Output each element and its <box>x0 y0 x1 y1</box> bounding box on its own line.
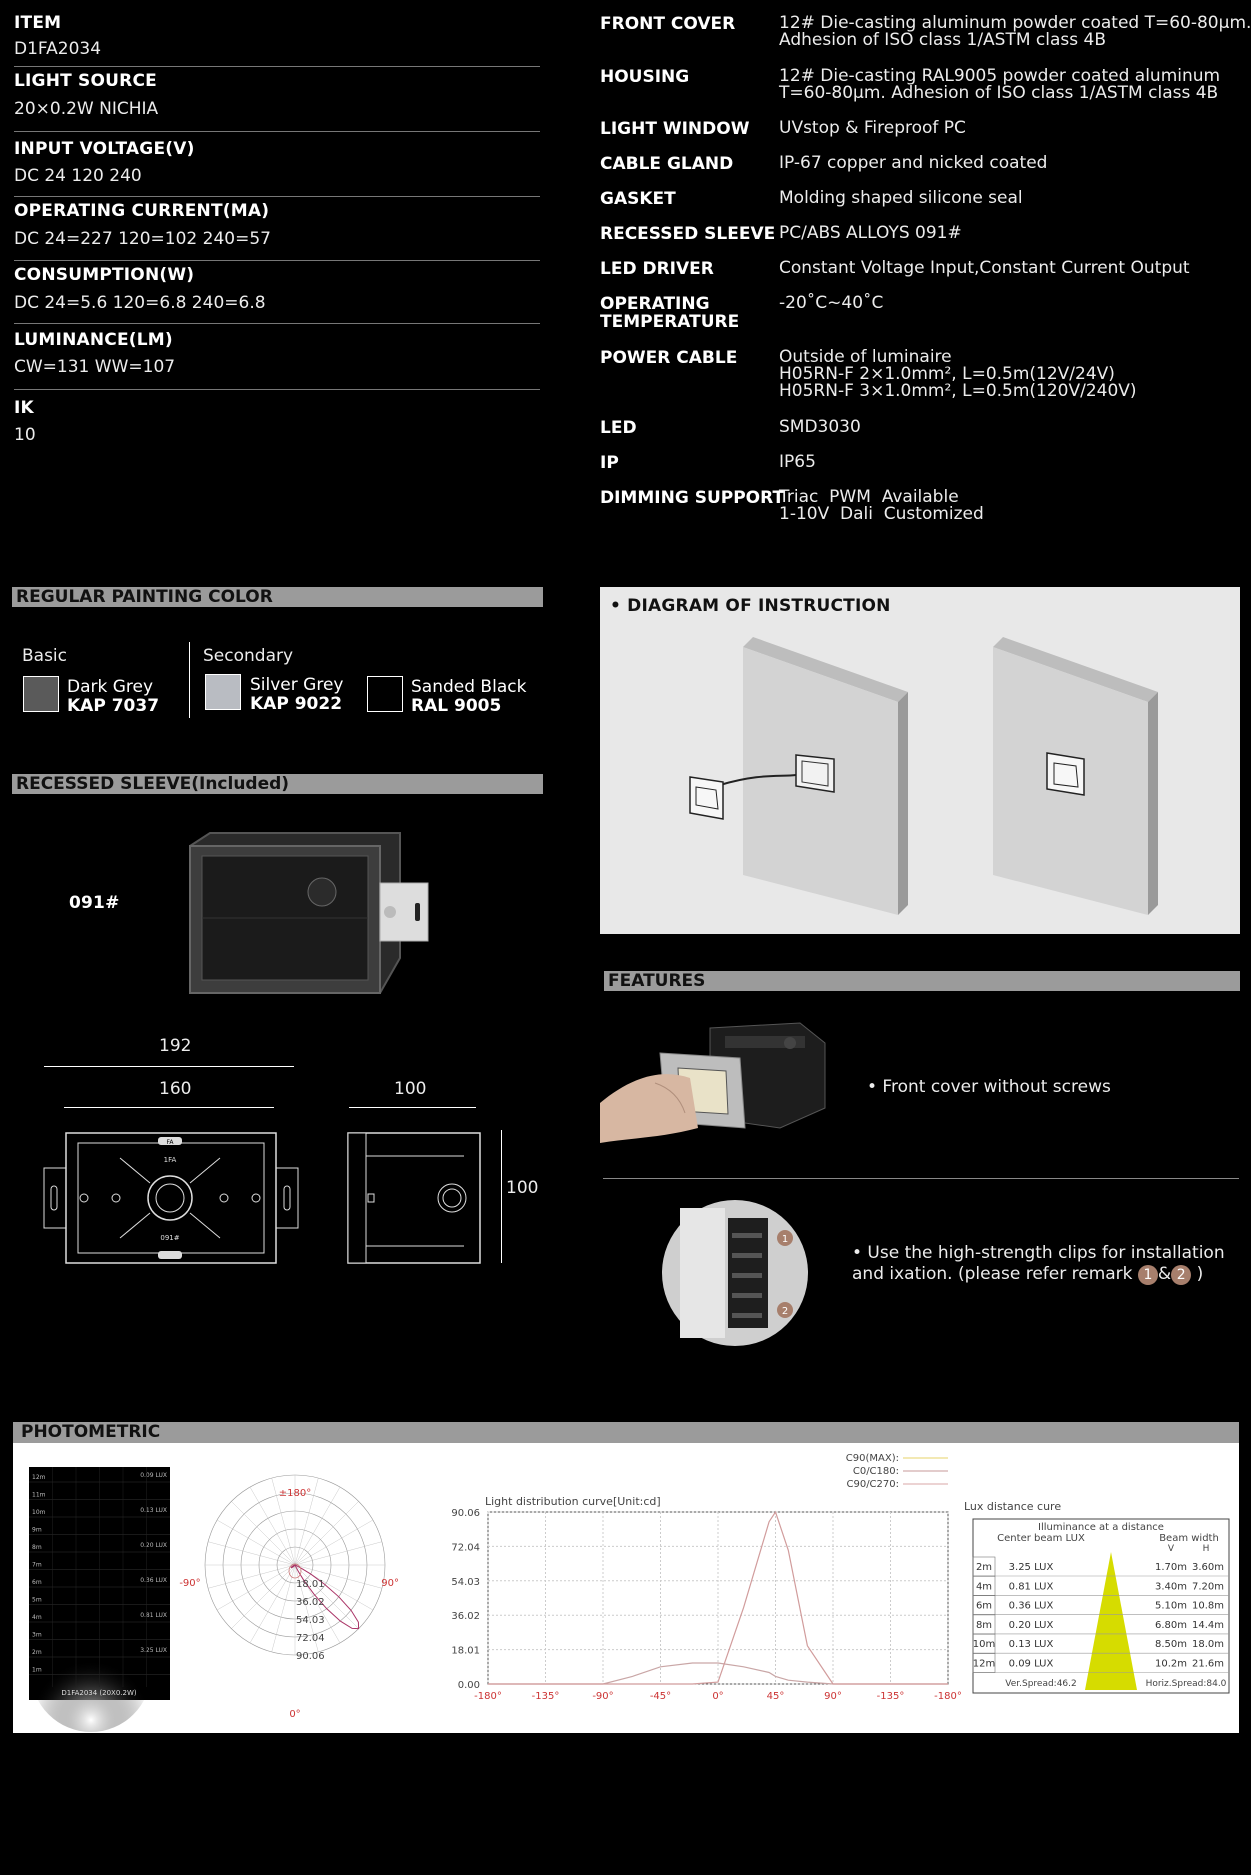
dim-line <box>501 1130 502 1263</box>
lux-cell-d: 2m <box>975 1562 993 1573</box>
lux-cell-d: 4m <box>975 1581 993 1593</box>
photometric-section-title: PHOTOMETRIC <box>13 1422 1239 1443</box>
spec-separator <box>14 389 540 390</box>
lux-cell-lux: 0.20 LUX <box>1008 1619 1054 1631</box>
remark-badge-1: 1 <box>1138 1265 1158 1285</box>
clip-badge-2-text: 2 <box>781 1306 789 1317</box>
lux-distance-label: 8m <box>32 1544 42 1551</box>
sleeve-model: 091# <box>69 893 120 913</box>
lux-cell-h: 10.8m <box>1191 1600 1225 1612</box>
swatch-code: RAL 9005 <box>411 696 502 716</box>
polar-top-label: ±180° <box>278 1488 312 1499</box>
features-divider <box>603 1178 1239 1179</box>
spec-label: INPUT VOLTAGE(V) <box>14 139 195 159</box>
lux-cell-d: 10m <box>972 1639 996 1651</box>
spec-value: 20×0.2W NICHIA <box>14 99 159 119</box>
x-tick-label: -135° <box>531 1691 560 1702</box>
polar-ring-label: 36.02 <box>296 1597 325 1608</box>
lux-distance-label: 11m <box>32 1491 46 1499</box>
lux-cell-d: 8m <box>975 1619 993 1631</box>
instruction-title: • DIAGRAM OF INSTRUCTION <box>610 596 891 616</box>
sleeve-front-drawing <box>40 1128 300 1268</box>
spec-value: -20˚C~40˚C <box>779 293 884 313</box>
x-tick-label: -45° <box>649 1691 672 1702</box>
lux-distance-label: 2m <box>32 1649 42 1656</box>
lux-cell-h: 7.20m <box>1191 1581 1225 1593</box>
lux-header-h: H <box>1202 1544 1210 1554</box>
lux-cell-v: 5.10m <box>1154 1600 1188 1612</box>
y-tick-label: 18.01 <box>451 1645 480 1657</box>
spec-separator <box>14 260 540 261</box>
spec-value: IP-67 copper and nicked coated <box>779 153 1048 173</box>
remark-badge-2: 2 <box>1171 1265 1191 1285</box>
polar-ring-label: 90.06 <box>296 1651 325 1662</box>
lux-cell-h: 21.6m <box>1191 1658 1225 1670</box>
spec-label: OPERATING CURRENT(MA) <box>14 201 270 221</box>
swatch-name: Sanded Black <box>411 677 527 697</box>
front-mark-top: FA <box>166 1139 174 1146</box>
lux-cell-h: 3.60m <box>1191 1562 1225 1573</box>
polar-diagram <box>168 1453 399 1723</box>
feature-item-2-end: ) <box>1191 1264 1204 1284</box>
spec-value: D1FA2034 <box>14 39 102 59</box>
spec-separator <box>14 196 540 197</box>
x-tick-label: 90° <box>824 1691 842 1702</box>
spec-value: UVstop & Fireproof PC <box>779 118 966 138</box>
spec-label: DIMMING SUPPORT <box>600 488 785 508</box>
instruction-panel <box>600 587 1240 934</box>
spec-value: Outside of luminaire H05RN-F 2×1.0mm², L=0.5m(12V/24V) H05RN-F 3×1.0mm², L=0.5m(120V/240V) <box>779 347 1137 401</box>
lux-distance-label: 3m <box>32 1631 42 1639</box>
lux-distance-image <box>29 1467 170 1700</box>
polar-bottom-label: 0° <box>289 1709 301 1720</box>
spec-label: LED DRIVER <box>600 259 714 279</box>
polar-ring-label: 54.03 <box>296 1615 325 1626</box>
dim-line <box>44 1066 294 1067</box>
lux-distance-label: 5m <box>32 1596 42 1604</box>
lux-cell-h: 18.0m <box>1191 1639 1225 1651</box>
lux-cell-d: 6m <box>975 1600 993 1612</box>
spec-label: LUMINANCE(LM) <box>14 330 173 350</box>
lux-cell-h: 14.4m <box>1191 1619 1225 1631</box>
x-tick-label: -180° <box>934 1691 962 1702</box>
spec-value: DC 24=5.6 120=6.8 240=6.8 <box>14 293 266 313</box>
x-tick-label: -180° <box>474 1691 502 1702</box>
lux-distance-label: 12m <box>32 1474 46 1481</box>
spec-label: LIGHT WINDOW <box>600 119 750 139</box>
y-tick-label: 54.03 <box>451 1576 480 1588</box>
polar-ring-label: 72.04 <box>296 1633 325 1644</box>
legend-c90c270: C90/C270: <box>846 1479 899 1490</box>
lux-image-caption: D1FA2034 (20X0.2W) <box>61 1689 137 1697</box>
lux-value-label: 0.09 LUX <box>140 1472 167 1479</box>
feature-item-2-line2 <box>852 1264 1203 1285</box>
lux-distance-label: 7m <box>32 1561 42 1569</box>
sleeve-side-drawing <box>344 1128 484 1268</box>
x-tick-label: 45° <box>766 1691 785 1702</box>
spec-value: 10 <box>14 425 36 445</box>
dim-inner-width: 160 <box>159 1079 192 1099</box>
lux-value-label: 0.81 LUX <box>140 1612 167 1619</box>
polar-ring-label: 18.01 <box>296 1579 325 1590</box>
lux-distance-label: 6m <box>32 1579 42 1586</box>
lux-cell-v: 3.40m <box>1154 1581 1188 1593</box>
feature-image-hand <box>600 1018 840 1143</box>
feature-item-2-text: and ixation. (please refer remark <box>852 1264 1138 1284</box>
ver-spread: Ver.Spread:46.2 <box>1005 1679 1077 1689</box>
lux-value-label: 0.13 LUX <box>140 1507 167 1514</box>
spec-label: LED <box>600 418 637 438</box>
spec-separator <box>14 131 540 132</box>
spec-label: LIGHT SOURCE <box>14 71 157 91</box>
spec-value: DC 24=227 120=102 240=57 <box>14 229 271 249</box>
curve-title: Light distribution curve[Unit:cd] <box>485 1495 661 1508</box>
clip-badge-1-text: 1 <box>781 1234 789 1245</box>
spec-value: Constant Voltage Input,Constant Current Output <box>779 258 1190 278</box>
spec-label: IP <box>600 453 619 473</box>
spec-label: FRONT COVER <box>600 14 736 34</box>
sleeve-section-title: RECESSED SLEEVE(Included) <box>12 774 543 794</box>
front-mark-b: 1FA <box>163 1156 177 1164</box>
spec-value: 12# Die-casting RAL9005 powder coated aluminum T=60-80μm. Adhesion of ISO class 1/ASTM class 4B <box>779 66 1221 103</box>
light-distribution-chart <box>423 1447 962 1727</box>
lux-cell-lux: 0.36 LUX <box>1008 1600 1054 1612</box>
swatch-silver-grey <box>205 674 241 710</box>
dim-line <box>349 1107 476 1108</box>
lux-distance-label: 4m <box>32 1614 42 1621</box>
x-tick-label: -135° <box>876 1691 905 1702</box>
y-tick-label: 90.06 <box>451 1508 480 1519</box>
lux-value-label: 0.20 LUX <box>140 1542 167 1549</box>
lux-cell-lux: 3.25 LUX <box>1008 1562 1054 1573</box>
dim-depth: 100 <box>394 1079 427 1099</box>
dim-line <box>64 1107 274 1108</box>
spec-value: PC/ABS ALLOYS 091# <box>779 223 962 243</box>
hor-spread: Horiz.Spread:84.0 <box>1145 1679 1227 1689</box>
lux-distance-label: 1m <box>32 1666 42 1674</box>
swatch-name: Silver Grey <box>250 675 344 695</box>
lux-cell-lux: 0.13 LUX <box>1008 1639 1054 1651</box>
lux-distance-label: 10m <box>32 1509 46 1516</box>
dim-height: 100 <box>506 1178 539 1198</box>
y-tick-label: 36.02 <box>451 1611 480 1623</box>
spec-label: HOUSING <box>600 67 690 87</box>
lux-header-c: Beam width <box>1159 1533 1219 1544</box>
photometric-panel <box>13 1443 1239 1733</box>
spec-label: POWER CABLE <box>600 348 738 368</box>
lux-distance-label: 9m <box>32 1526 42 1534</box>
spec-label: IK <box>14 398 34 418</box>
lux-value-label: 0.36 LUX <box>140 1577 167 1584</box>
front-mark-a: 091# <box>160 1234 180 1242</box>
lux-cell-d: 12m <box>972 1658 996 1670</box>
spec-value: CW=131 WW=107 <box>14 357 176 377</box>
spec-value: IP65 <box>779 452 816 472</box>
lux-table-title: Lux distance cure <box>964 1500 1062 1513</box>
spec-value: Molding shaped silicone seal <box>779 188 1023 208</box>
lux-distance-table <box>961 1517 1231 1697</box>
x-tick-label: 0° <box>712 1691 724 1702</box>
feature-item-2-line1: • Use the high-strength clips for installation <box>852 1243 1225 1263</box>
lux-header-b: Center beam LUX <box>997 1533 1085 1544</box>
feature-item-1: • Front cover without screws <box>867 1077 1111 1097</box>
spec-separator <box>14 66 540 67</box>
lux-cell-v: 1.70m <box>1154 1562 1188 1573</box>
spec-label: ITEM <box>14 13 62 33</box>
color-divider <box>189 642 190 718</box>
spec-value: 12# Die-casting aluminum powder coated T=60-80μm. Adhesion of ISO class 1/ASTM class 4B <box>779 13 1251 50</box>
swatch-dark-grey <box>23 676 59 712</box>
x-tick-label: -90° <box>592 1691 614 1702</box>
swatch-name: Dark Grey <box>67 677 154 697</box>
lux-cell-v: 8.50m <box>1154 1639 1188 1651</box>
feature-image-clips <box>660 1198 810 1348</box>
swatch-code: KAP 9022 <box>250 694 343 714</box>
spec-label: GASKET <box>600 189 676 209</box>
legend-c90max: C90(MAX): <box>845 1453 899 1464</box>
spec-value: DC 24 120 240 <box>14 166 142 186</box>
dim-outer-width: 192 <box>159 1036 192 1056</box>
polar-left-label: -90° <box>179 1578 201 1589</box>
basic-label: Basic <box>22 646 68 666</box>
spec-separator <box>14 323 540 324</box>
spec-label: RECESSED SLEEVE <box>600 224 776 244</box>
lux-cell-v: 10.2m <box>1154 1658 1188 1670</box>
spec-label: OPERATING TEMPERATURE <box>600 294 740 332</box>
spec-label: CONSUMPTION(W) <box>14 265 195 285</box>
features-section-title: FEATURES <box>604 971 1240 991</box>
sleeve-product-image <box>180 828 440 998</box>
lux-value-label: 3.25 LUX <box>140 1647 167 1654</box>
lux-header-v: V <box>1167 1544 1175 1554</box>
legend-c0c180: C0/C180: <box>852 1466 899 1477</box>
spec-value: SMD3030 <box>779 417 861 437</box>
painting-section-title: REGULAR PAINTING COLOR <box>12 587 543 607</box>
swatch-sanded-black <box>367 676 403 712</box>
lux-cell-v: 6.80m <box>1154 1619 1188 1631</box>
instruction-diagram <box>600 587 1240 934</box>
lux-cell-lux: 0.81 LUX <box>1008 1581 1054 1593</box>
feature-item-2-amp: & <box>1157 1264 1172 1284</box>
spec-label: CABLE GLAND <box>600 154 734 174</box>
spec-value: Triac PWM Available 1-10V Dali Customized <box>779 487 984 524</box>
y-tick-label: 72.04 <box>451 1542 480 1554</box>
y-tick-label: 0.00 <box>457 1680 480 1691</box>
swatch-code: KAP 7037 <box>67 696 160 716</box>
lux-header-a: Illuminance at a distance <box>1038 1522 1164 1533</box>
secondary-label: Secondary <box>203 646 294 666</box>
lux-cell-lux: 0.09 LUX <box>1008 1658 1054 1670</box>
polar-right-label: 90° <box>381 1578 399 1589</box>
